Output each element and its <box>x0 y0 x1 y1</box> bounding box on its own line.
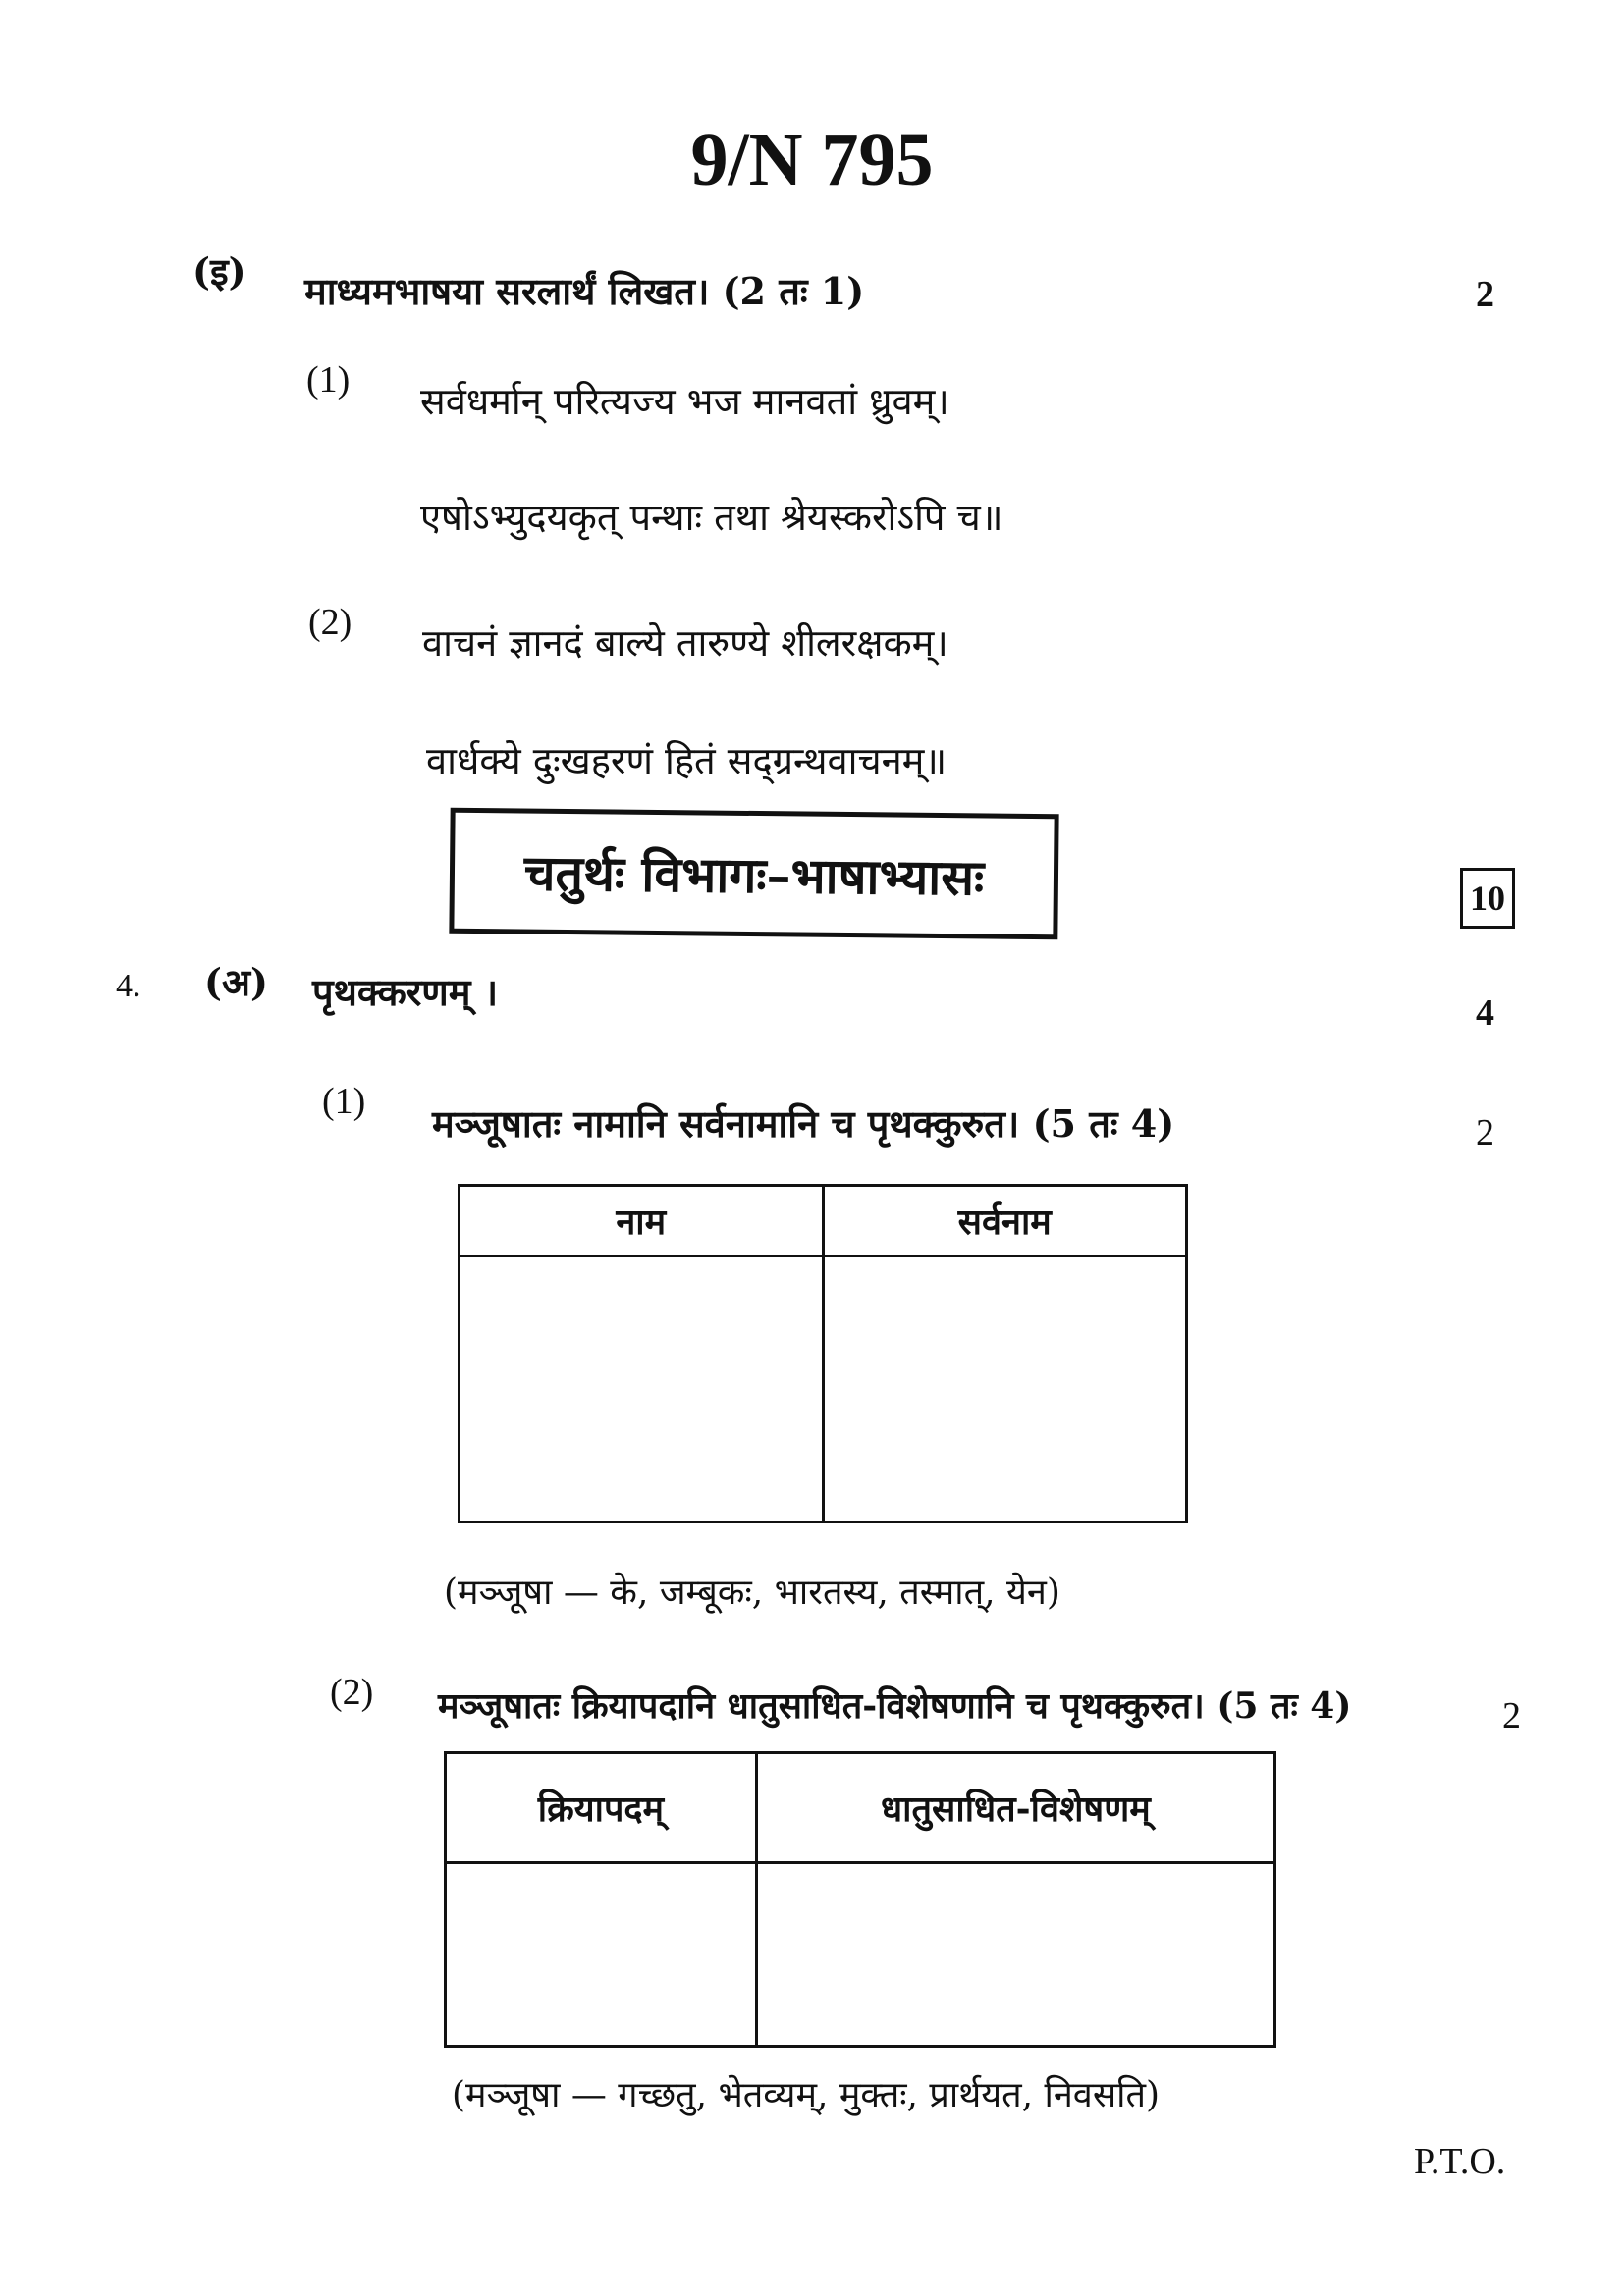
answer-cell[interactable] <box>823 1256 1187 1522</box>
part-instruction: मञ्जूषातः क्रियापदानि धातुसाधित-विशेषणानि च पृथक्कुरुत। (5 तः 4) <box>438 1685 1352 1727</box>
answer-cell[interactable] <box>460 1256 824 1522</box>
answer-cell[interactable] <box>446 1863 757 2047</box>
part-instruction: मञ्जूषातः नामानि सर्वनामानि च पृथक्कुरुत। (5 तः 4) <box>432 1101 1175 1146</box>
verse-number: (2) <box>308 602 352 643</box>
answer-cell[interactable] <box>756 1863 1274 2047</box>
part-marks: 2 <box>1476 1112 1494 1153</box>
verse-line: वार्धक्ये दुःखहरणं हितं सद्ग्रन्थवाचनम्॥ <box>426 739 947 782</box>
question-title: पृथक्करणम् । <box>312 970 499 1014</box>
question-marks: 4 <box>1476 992 1494 1034</box>
table-header: नाम <box>460 1186 824 1256</box>
part-marks: 2 <box>1502 1695 1521 1736</box>
part-number: (2) <box>330 1672 374 1713</box>
table-header: धातुसाधित-विशेषणम् <box>756 1753 1274 1863</box>
part-number: (1) <box>322 1081 366 1122</box>
section-marks: 10 <box>1460 868 1515 929</box>
word-box: (मञ्जूषा — के, जम्बूकः, भारतस्य, तस्मात्, येन) <box>444 1573 1060 1613</box>
paper-code: 9/N 795 <box>690 119 934 201</box>
question-number: 4. <box>116 968 141 1004</box>
page-turn-note: P.T.O. <box>1414 2141 1506 2182</box>
verse-line: वाचनं ज्ञानदं बाल्ये तारुण्ये शीलरक्षकम्। <box>422 621 948 665</box>
question-label: (इ) <box>192 249 246 294</box>
verse-line: एषोऽभ्युदयकृत् पन्थाः तथा श्रेयस्करोऽपि च॥ <box>420 496 1003 539</box>
section-heading: चतुर्थः विभागः–भाषाभ्यासः <box>449 808 1058 939</box>
verse-line: सर्वधर्मान् परित्यज्य भज मानवतां ध्रुवम्। <box>420 380 949 423</box>
answer-table <box>444 1751 1276 2048</box>
word-box: (मञ्जूषा — गच्छतु, भेतव्यम्, मुक्तः, प्रार्थयत, निवसति) <box>452 2075 1161 2115</box>
table-header: सर्वनाम <box>823 1186 1187 1256</box>
answer-table <box>458 1184 1188 1523</box>
question-instruction: माध्यमभाषया सरलार्थं लिखत। (2 तः 1) <box>304 269 865 313</box>
table-header: क्रियापदम् <box>446 1753 757 1863</box>
verse-number: (1) <box>306 359 351 400</box>
question-label: (अ) <box>204 960 268 1004</box>
question-marks: 2 <box>1476 274 1494 315</box>
